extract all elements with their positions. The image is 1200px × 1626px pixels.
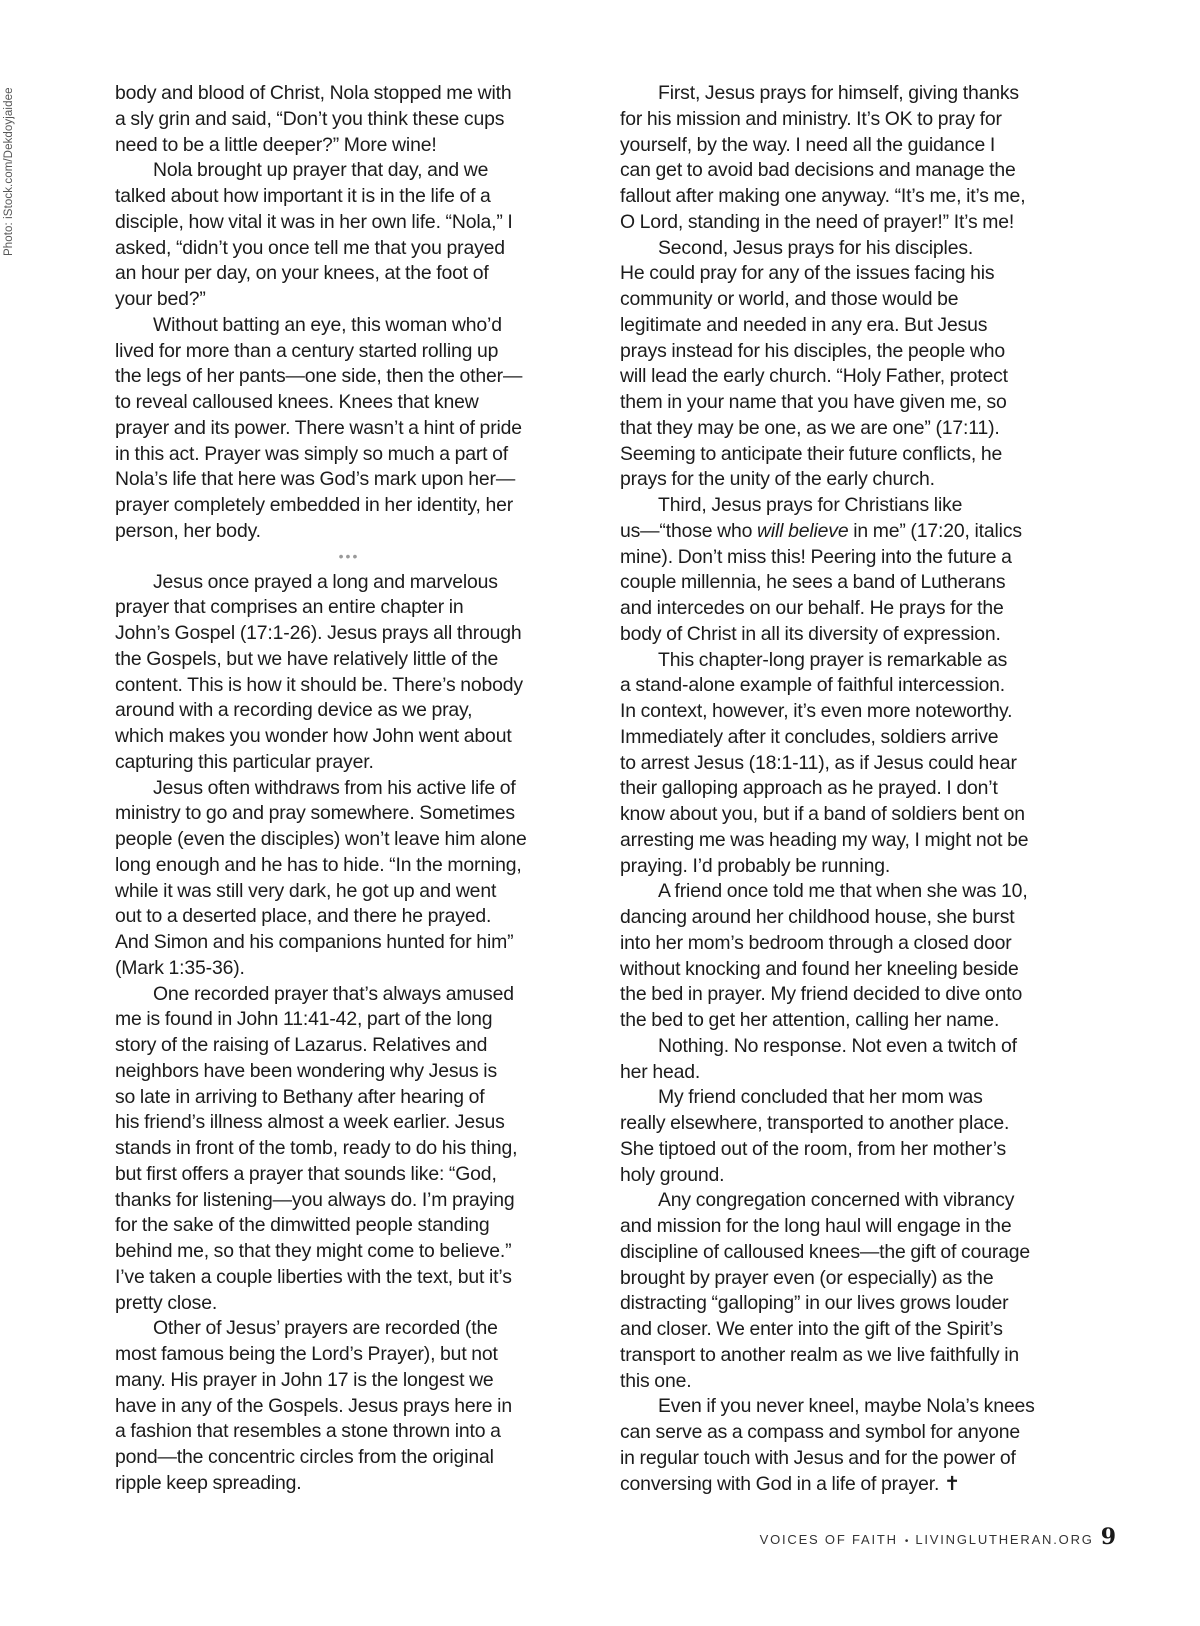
paragraph: A friend once told me that when she was 10, dancing around her childhood house, she burst into her mom’s bedroom through a closed door without knocking and found her kneeling beside the bed in prayer. My friend decided to dive onto the bed to get her attention, calling her name. — [620, 880, 1028, 1031]
page-number: 9 — [1100, 1524, 1116, 1550]
left-column — [115, 81, 583, 1497]
paragraph: Jesus often withdraws from his active life of ministry to go and pray somewhere. Sometimes people (even the disciples) won’t leave him alone long enough and he has to hide. “In the morning, while it was still very dark, he got up and went out to a deserted place, and there he prayed. And Simon and his companions hunted for him” (Mark 1:35-36). — [115, 776, 527, 979]
italic-emphasis: will believe — [757, 519, 849, 542]
footer-section: VOICES OF FAITH — [759, 1532, 898, 1547]
paragraph: Without batting an eye, this woman who’d lived for more than a century started rolling up the legs of her pants—one side, then the other— to reveal calloused knees. Knees that knew prayer and its power. There wasn’t a hint of pride in this act. Prayer was simply so much a part of Nola’s life that here was God’s mark upon her— prayer completely embedded in her identity, her person, her body. — [115, 313, 523, 542]
right-column — [620, 81, 1090, 1497]
paragraph: Jesus once prayed a long and marvelous prayer that comprises an entire chapter in John’s Gospel (17:1-26). Jesus prays all through the Gospels, but we have relatively little of the content. This is how it should be. There’s nobody around with a recording device as we pray, which makes you wonder how John went about capturing this particular prayer. — [115, 570, 523, 773]
paragraph-text: Third, Jesus prays for Christians like us—“those who — [620, 494, 963, 542]
page-footer — [760, 1524, 1116, 1554]
paragraph: This chapter-long prayer is remarkable as a stand-alone example of faithful intercession. In context, however, it’s even more noteworthy. Immediately after it concludes, soldiers arrive to arrest Jesus (18:1-11), as if Jesus could hear their galloping approach as he prayed. I don’t know about you, but if a band of soldiers bent on arresting me was heading my way, I might not be praying. I’d probably be running. — [620, 648, 1029, 877]
paragraph: Other of Jesus’ prayers are recorded (the most famous being the Lord’s Prayer), but not many. His prayer in John 17 is the longest we have in any of the Gospels. Jesus prays here in a fashion that resembles a stone thrown into a pond—the concentric circles from the original ripple keep spreading. — [115, 1317, 512, 1494]
footer-site: LIVINGLUTHERAN.ORG — [915, 1532, 1094, 1547]
paragraph: Any congregation concerned with vibrancy and mission for the long haul will engage in the discipline of calloused knees—the gift of courage brought by prayer even (or especially) as the distracting “galloping” in our lives grows louder and closer. We enter into the gift of the Spirit’s transport to another realm as we live faithfully in this one. — [620, 1189, 1031, 1392]
paragraph — [620, 493, 1090, 648]
paragraph: One recorded prayer that’s always amused me is found in John 11:41-42, part of the long story of the raising of Lazarus. Relatives and neighbors have been wondering why Jesus is so late in arriving to Bethany after hearing of his friend’s illness almost a week earlier. Jesus stands in front of the tomb, ready to do his thing, but first offers a prayer that sounds like: “God, thanks for listening—you always do. I’m praying for the sake of the dimwitted people standing behind me, so that they might come to believe.” I’ve taken a couple liberties with the text, but it’s pretty close. — [115, 982, 518, 1314]
footer-separator: • — [904, 1536, 909, 1547]
paragraph: Even if you never kneel, maybe Nola’s knees can serve as a compass and symbol for anyone in regular touch with Jesus and for the power of conversing with God in a life of prayer. ✝ — [620, 1395, 1035, 1495]
paragraph: Second, Jesus prays for his disciples. He could pray for any of the issues facing his community or world, and those would be legitimate and needed in any era. But Jesus prays instead for his disciples, the people who will lead the early church. “Holy Father, protect them in your name that you have given me, so that they may be one, as we are one” (17:11). Seeming to anticipate their future conflicts, he prays for the unity of the early church. — [620, 236, 1008, 491]
paragraph: Nola brought up prayer that day, and we talked about how important it is in the life of a disciple, how vital it was in her own life. “Nola,” I asked, “didn’t you once tell me that you prayed an hour per day, on your knees, at the foot of your bed?” — [115, 159, 513, 310]
photo-credit: Photo: iStock.com/Dekdoyjaidee — [3, 87, 15, 256]
paragraph: Nothing. No response. Not even a twitch of her head. — [620, 1034, 1017, 1083]
paragraph-text: in me” (17:20, italics mine). Don’t miss this! Peering into the future a couple millennia, he sees a band of Lutherans and intercedes on our behalf. He prays for the body of Christ in all its diversity of expression. — [620, 519, 1022, 645]
section-break: ••• — [338, 547, 360, 564]
paragraph: First, Jesus prays for himself, giving thanks for his mission and ministry. It’s OK to pray for yourself, by the way. I need all the guidance I can get to avoid bad decisions and manage the fallout after making one anyway. “It’s me, it’s me, O Lord, standing in the need of prayer!” It’s me! — [620, 82, 1026, 233]
paragraph: body and blood of Christ, Nola stopped me with a sly grin and said, “Don’t you think these cups need to be a little deeper?” More wine! — [115, 82, 512, 156]
paragraph: My friend concluded that her mom was really elsewhere, transported to another place. She tiptoed out of the room, from her mother’s holy ground. — [620, 1086, 1010, 1186]
